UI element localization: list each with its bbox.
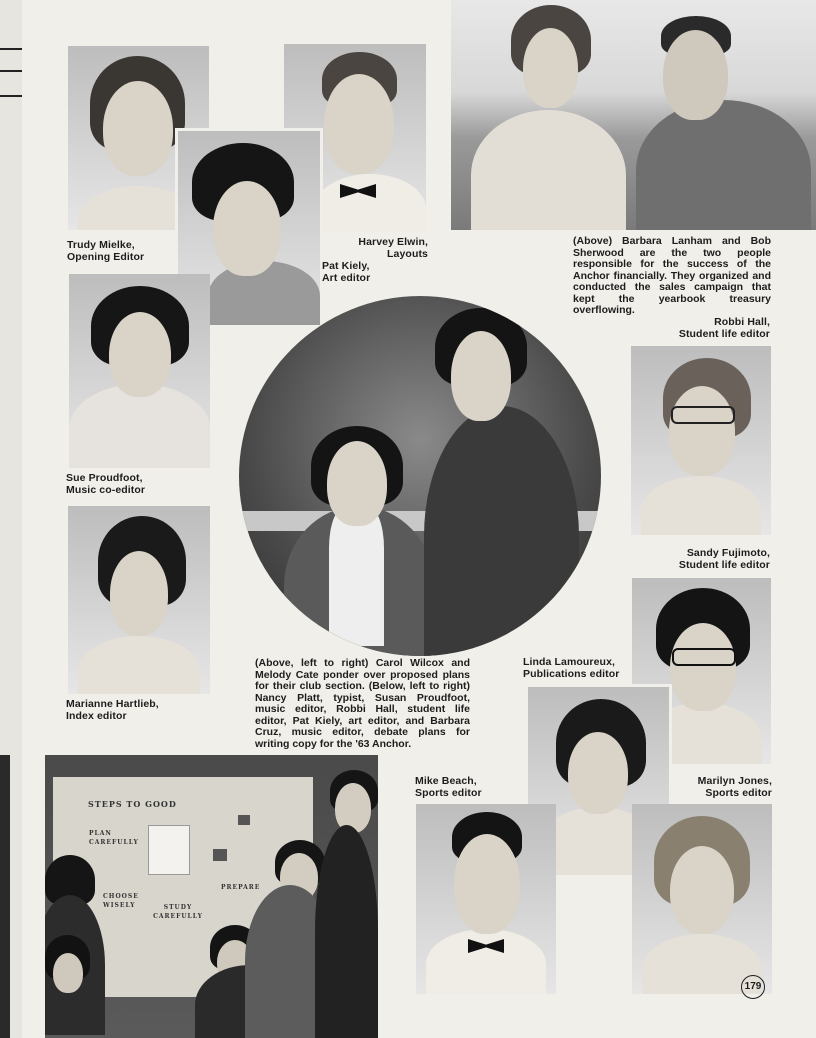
photo-barbara-lanham-bob-sherwood bbox=[451, 0, 816, 230]
photo-bulletin-board-group bbox=[45, 755, 378, 1038]
caption-harvey-elwin: Harvey Elwin, Layouts bbox=[358, 236, 428, 260]
caption-robbi-hall: Robbi Hall, Student life editor bbox=[678, 316, 770, 340]
board-title: STEPS TO GOOD bbox=[88, 799, 177, 809]
caption-pat-kiely: Pat Kiely, Art editor bbox=[322, 260, 371, 284]
caption-linda-lamoureux: Linda Lamoureux, Publications editor bbox=[523, 656, 620, 680]
page-binding-edge bbox=[0, 0, 22, 1038]
portrait-sue-proudfoot bbox=[69, 274, 210, 468]
board-choose: CHOOSE WISELY bbox=[103, 893, 139, 909]
portrait-marianne-hartlieb bbox=[68, 506, 210, 694]
caption-mike-beach: Mike Beach, Sports editor bbox=[415, 775, 482, 799]
board-study: STUDY CAREFULLY bbox=[153, 904, 203, 920]
caption-sue-proudfoot: Sue Proudfoot, Music co-editor bbox=[66, 472, 146, 496]
caption-sandy-fujimoto: Sandy Fujimoto, Student life editor bbox=[678, 547, 770, 571]
page-number: 179 bbox=[741, 975, 765, 999]
portrait-marilyn-jones bbox=[632, 804, 772, 994]
caption-marianne-hartlieb: Marianne Hartlieb, Index editor bbox=[66, 698, 159, 722]
board-prepare: PREPARE bbox=[221, 884, 261, 891]
photo-carol-wilcox-melody-cate bbox=[239, 296, 601, 656]
board-plan: PLAN CAREFULLY bbox=[89, 830, 139, 846]
caption-marilyn-jones: Marilyn Jones, Sports editor bbox=[697, 775, 772, 799]
portrait-robbi-hall bbox=[631, 346, 771, 535]
caption-center-paragraph: (Above, left to right) Carol Wilcox and Melody Cate ponder over proposed plans for their club section. (Below, left to right) Nancy Platt, typist, Susan Proudfoot, music editor, Robbi Hall, student life editor, Pat Kiely, art editor, and Barbara Cruz, music editor, debate plans for writing copy for the '63 Anchor. bbox=[255, 657, 470, 750]
portrait-mike-beach bbox=[416, 804, 556, 994]
caption-trudy-mielke: Trudy Mielke, Opening Editor bbox=[67, 239, 145, 263]
caption-top-right-paragraph: (Above) Barbara Lanham and Bob Sherwood are the two people responsible for the success of the Anchor financially. They organized and conducted the sales campaign that kept the yearbook treasury overflowing. bbox=[573, 235, 771, 316]
